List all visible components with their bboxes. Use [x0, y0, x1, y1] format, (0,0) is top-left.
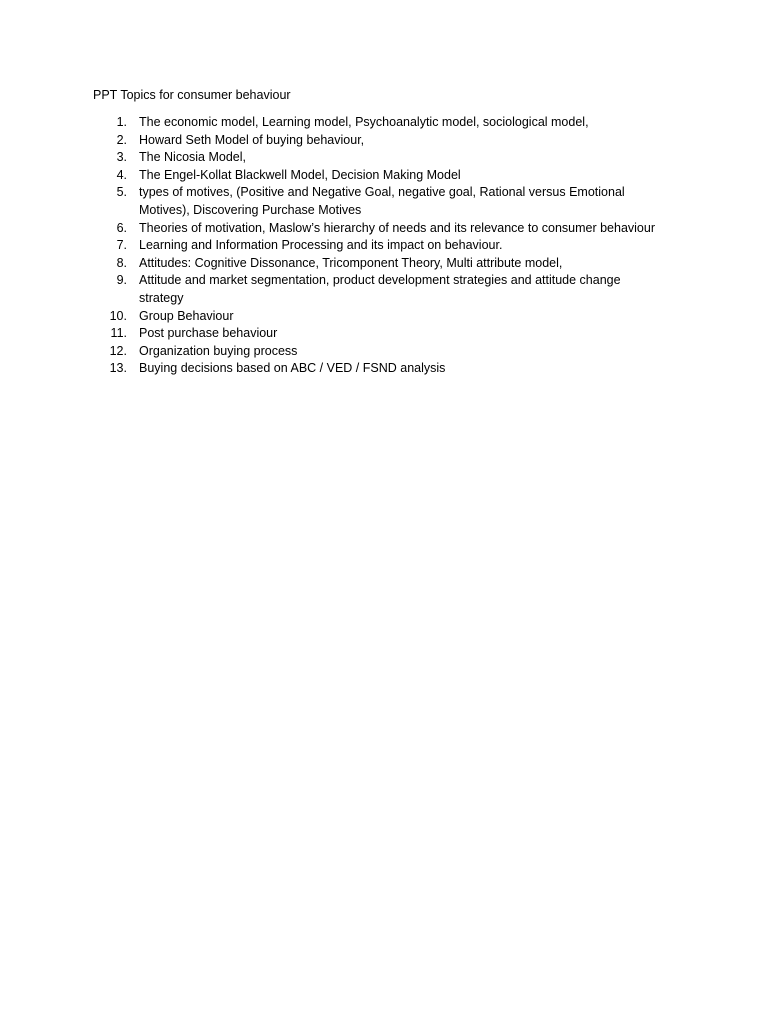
list-item	[93, 114, 663, 132]
list-item	[93, 220, 663, 238]
list-item-text: Post purchase behaviour	[139, 326, 278, 341]
list-item-number: 7.	[116, 238, 127, 253]
list-item-number: 8.	[116, 255, 127, 270]
list-item-number: 10.	[109, 308, 127, 323]
list-item-text: Group Behaviour	[139, 308, 234, 323]
list-item	[93, 184, 663, 219]
list-item-text: The Engel-Kollat Blackwell Model, Decision Making Model	[139, 167, 461, 182]
list-item	[93, 360, 663, 378]
list-item-number: 1.	[116, 115, 127, 129]
list-item-number: 13.	[109, 361, 127, 376]
list-item-number: 11.	[110, 326, 127, 341]
list-item	[93, 167, 663, 185]
list-item	[93, 149, 663, 167]
list-item	[93, 255, 663, 273]
list-item	[93, 325, 663, 343]
list-item	[93, 132, 663, 150]
list-item-text: types of motives, (Positive and Negative Goal, negative goal, Rational versus Emotional Motives), Discovering Purchase Motives	[139, 185, 625, 217]
list-item-number: 12.	[109, 343, 127, 358]
list-item-number: 2.	[116, 132, 127, 147]
list-item-number: 4.	[116, 167, 127, 182]
list-item-text: The Nicosia Model,	[139, 150, 246, 165]
list-item-number: 9.	[116, 273, 127, 288]
list-item-number: 6.	[116, 220, 127, 235]
list-item-number: 3.	[116, 150, 127, 165]
list-item-text: Theories of motivation, Maslow’s hierarchy of needs and its relevance to consumer behaviour	[139, 220, 656, 235]
list-item-text: The economic model, Learning model, Psychoanalytic model, sociological model,	[139, 115, 589, 129]
list-item-text: Howard Seth Model of buying behaviour,	[139, 132, 365, 147]
document-title: PPT Topics for consumer behaviour	[93, 88, 291, 102]
list-item-number: 5.	[116, 185, 127, 200]
list-item	[93, 272, 663, 307]
list-item	[93, 308, 663, 326]
list-item-text: Attitudes: Cognitive Dissonance, Tricomponent Theory, Multi attribute model,	[139, 255, 563, 270]
list-item	[93, 237, 663, 255]
list-item-text: Buying decisions based on ABC / VED / FSND analysis	[139, 361, 446, 376]
list-item-text: Organization buying process	[139, 343, 298, 358]
list-item-text: Learning and Information Processing and its impact on behaviour.	[139, 238, 503, 253]
topic-list	[93, 114, 663, 378]
list-item-text: Attitude and market segmentation, product development strategies and attitude change strategy	[139, 273, 621, 305]
list-item	[93, 343, 663, 361]
